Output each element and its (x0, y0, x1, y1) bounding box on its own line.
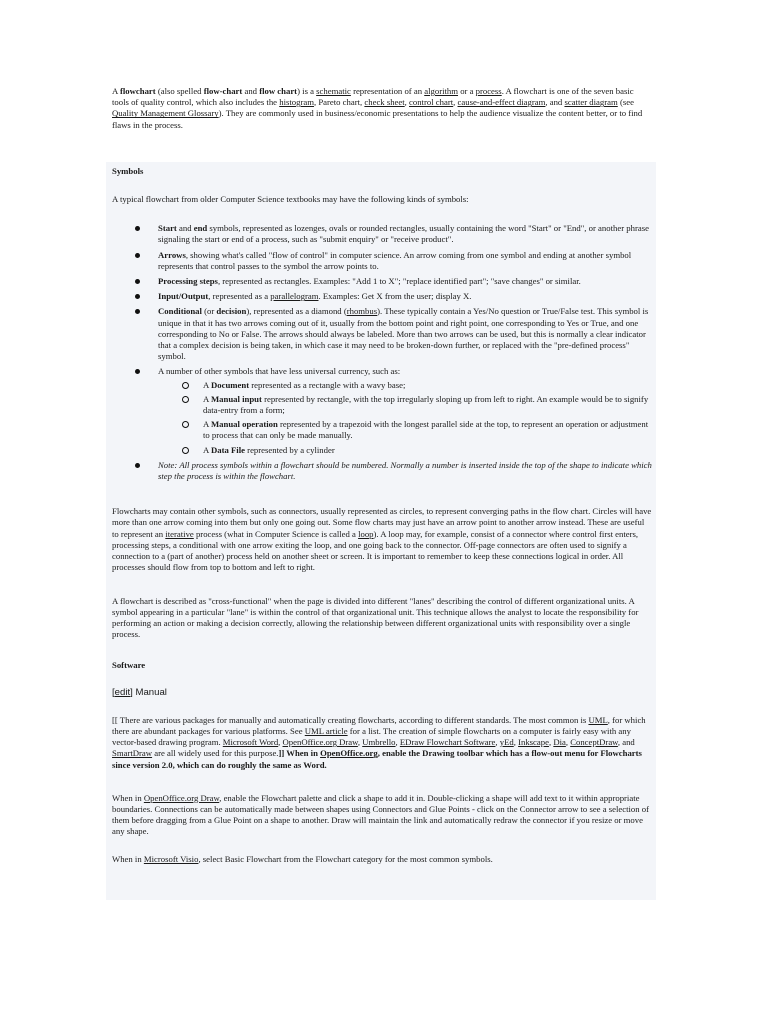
sublist-item-manual-input (158, 394, 652, 416)
term-flowchart: flowchart (119, 86, 156, 96)
other-symbols-sublist (158, 380, 652, 456)
list-item-processing-steps (112, 276, 652, 287)
symbols-heading: Symbols (112, 165, 144, 176)
text: symbols, represented as lozenges, ovals or rounded rectangles, usually containing the word "Start" or "End", or another phrase signaling the start or end of a process, such as "submit enquiry" or "receive product". (158, 223, 649, 245)
text: , (357, 737, 363, 748)
link-openoffice-org-draw[interactable]: OpenOffice.org Draw (143, 792, 220, 803)
link-edraw[interactable]: EDraw Flowchart Software (399, 737, 496, 748)
text: ) is a (297, 86, 317, 96)
link-cause-and-effect-diagram[interactable]: cause-and-effect diagram (457, 97, 546, 108)
text: represented as a rectangle with a wavy base; (249, 379, 406, 390)
text: , (453, 97, 458, 108)
link-uml[interactable]: UML (588, 714, 608, 725)
link-inkscape[interactable]: Inkscape (518, 737, 549, 748)
edit-link[interactable]: edit (114, 686, 131, 698)
openoffice-draw-paragraph (112, 793, 652, 838)
text: , (565, 737, 571, 748)
text: ). They are commonly used in business/economic presentations to help the audience visualize the content better, or to find flaws in the process. (112, 108, 643, 130)
list-item-input-output (112, 291, 652, 302)
link-process[interactable]: process (475, 86, 502, 96)
bold-text: ]] When in (278, 748, 321, 759)
text: or a (458, 86, 476, 96)
link-microsoft-visio[interactable]: Microsoft Visio (143, 853, 199, 864)
text: , (404, 97, 410, 108)
link-check-sheet[interactable]: check sheet (364, 97, 405, 108)
cross-functional-paragraph: A flowchart is described as "cross-functional" when the page is divided into different "lanes" describing the control of different organizational units. A symbol appearing in a particular "lane" is within the control of that organizational unit. This technique allows the analyst to locate the responsibility for performing an action or making a decision correctly, allowing the relationship between different organizational units with responsibility over a single process. (112, 595, 639, 640)
text: and (176, 223, 194, 234)
text: representation of an (350, 86, 425, 96)
link-control-chart[interactable]: control chart (409, 97, 454, 108)
list-item-conditional (112, 306, 652, 362)
link-uml-article[interactable]: UML article (304, 725, 348, 736)
term-arrows: Arrows (158, 249, 186, 260)
link-schematic[interactable]: schematic (316, 86, 351, 96)
text: , (548, 737, 554, 748)
software-packages-paragraph (112, 715, 652, 771)
text: When in (112, 853, 144, 864)
text: . A flowchart is one of the seven basic tools of quality control, which also includes the (112, 86, 634, 108)
text: , represented as rectangles. Examples: "Add 1 to X"; "replace identified part"; "save changes" or similar. (217, 276, 581, 287)
text: [ (112, 686, 115, 698)
term-start: Start (158, 223, 177, 234)
text: and (242, 86, 260, 96)
link-conceptdraw[interactable]: ConceptDraw (570, 737, 618, 748)
text: ). A loop may, for example, consist of a connector where control first enters, processing steps, a conditional with one arrow exiting the loop, and one going back to the connector. Off-page connectors are often used to signify a connection to a (part of another) process held on another sheet or screen. It is important to remember to keep these connections logical in order. All processes should flow from top to bottom and left to right. (112, 528, 639, 573)
text: , select Basic Flowchart from the Flowchart category for the most common symbols. (198, 853, 493, 864)
text: are all widely used for this purpose. (152, 748, 279, 759)
text: ). These typically contain a Yes/No question or True/False test. This symbol is unique in that it has two arrows coming out of it, usually from the bottom point and right point, one corresponding to Yes or True, and one corresponding to No or False. The arrows should always be labeled. More than two arrows can be used, but this is normally a clear indicator that a complex decision is being taken, in which case it may need to be broken-down further, or replaced with the "pre-defined process" symbol. (158, 306, 649, 362)
list-item-note (112, 460, 652, 482)
link-dia[interactable]: Dia (553, 737, 566, 748)
sublist-item-data-file (158, 445, 652, 456)
link-openoffice-draw[interactable]: OpenOffice.org Draw (282, 737, 358, 748)
text: . Examples: Get X from the user; display X. (318, 291, 472, 302)
text: represented by a cylinder (245, 444, 335, 455)
text: represented by rectangle, with the top irregularly sloping up from left to right. An example would be to signify data-entry from a form; (203, 393, 649, 416)
sublist-item-document (158, 380, 652, 391)
text: ), represented as a diamond ( (246, 306, 347, 317)
text: , (495, 737, 500, 748)
text: process (what in Computer Science is called a (193, 528, 359, 539)
term-manual-input: Manual input (210, 393, 262, 404)
list-item-arrows (112, 250, 652, 272)
text: (or (201, 306, 217, 317)
text: , (513, 737, 519, 748)
text: A (112, 86, 120, 96)
text: , and (617, 737, 635, 748)
article-body (112, 86, 652, 865)
link-algorithm[interactable]: algorithm (424, 86, 459, 96)
term-decision: decision (216, 306, 247, 317)
link-yed[interactable]: yEd (499, 737, 514, 748)
intro-paragraph (112, 86, 652, 131)
symbols-list (112, 223, 652, 482)
term-manual-operation: Manual operation (210, 419, 278, 430)
term-data-file: Data File (210, 444, 245, 455)
text: A (203, 393, 211, 404)
term-input-output: Input/Output (158, 291, 209, 302)
link-parallelogram[interactable]: parallelogram (270, 291, 319, 302)
text: represented by a trapezoid with the longest parallel side at the top, to represent an operation or adjustment to process that can only be made manually. (203, 419, 649, 441)
text: , and (545, 97, 565, 108)
link-openoffice-org[interactable]: OpenOffice.org (320, 748, 378, 759)
text: A (203, 379, 211, 390)
text: , enable the Flowchart palette and click a shape to add it in. Double-clicking a shape will add text to it within appropriate boundaries. Connections can be automatically made between shapes using Connectors and Glue Points - click on the Connector arrow to see a selection of them before dragging from a Glue Point on a shape to another. Draw will maintain the link and automatically redraw the connector if you resize or move any shape. (112, 792, 650, 837)
term-flow-chart-hyphen: flow-chart (203, 86, 243, 96)
term-conditional: Conditional (158, 306, 202, 317)
list-item-start-end (112, 223, 652, 245)
text: ] Manual (130, 686, 167, 698)
note-text: Note: All process symbols within a flowchart should be numbered. Normally a number is inserted inside the top of the shape to indicate which step the process is within the flowchart. (158, 459, 652, 482)
text: A number of other symbols that have less universal currency, such as: (158, 366, 401, 377)
text: [[ There are various packages for manually and automatically creating flowcharts, according to different standards. The most common is (112, 714, 589, 725)
link-smartdraw[interactable]: SmartDraw (112, 748, 153, 759)
text: When in (112, 792, 144, 803)
text: for a list. The creation of simple flowcharts on a computer is fairly easy with any vector-based drawing program. (112, 725, 631, 748)
text: , Pareto chart, (313, 97, 365, 108)
text: A (203, 444, 211, 455)
link-umbrello[interactable]: Umbrello (362, 737, 396, 748)
link-scatter-diagram[interactable]: scatter diagram (564, 97, 618, 108)
sublist-item-manual-operation (158, 419, 652, 441)
edit-manual-line (112, 687, 652, 698)
bold-text: , enable the Drawing toolbar which has a flow-out menu for Flowcharts since version 2.0, which can do roughly the same as Word. (112, 748, 642, 770)
text: , represented as a (208, 291, 271, 302)
text: (also spelled (155, 86, 204, 96)
visio-paragraph (112, 854, 652, 865)
link-histogram[interactable]: histogram (279, 97, 314, 108)
link-microsoft-word[interactable]: Microsoft Word (222, 737, 279, 748)
link-rhombus[interactable]: rhombus (346, 306, 378, 317)
symbols-lead: A typical flowchart from older Computer Science textbooks may have the following kinds of symbols: (112, 194, 469, 205)
text: A (203, 419, 211, 430)
text: , (278, 737, 283, 748)
list-item-other-symbols (112, 366, 652, 455)
term-processing-steps: Processing steps (158, 276, 218, 287)
term-flow-chart: flow chart (259, 86, 298, 96)
text: (see (617, 97, 634, 108)
term-end: end (193, 223, 208, 234)
text: , showing what's called "flow of control" in computer science. An arrow coming from one symbol and ending at another symbol represents that control passes to the symbol the arrow points to. (158, 249, 632, 271)
text: , for which there are abundant packages for various platforms. See (112, 714, 646, 736)
text: , (395, 737, 400, 748)
software-heading: Software (112, 660, 146, 671)
connectors-paragraph (112, 506, 652, 573)
link-quality-management-glossary[interactable]: Quality Management Glossary (112, 108, 219, 119)
text: Flowcharts may contain other symbols, such as connectors, usually represented as circles, to represent converging paths in the flow chart. Circles will have more than one arrow coming into them but only one going out. Some flow charts may just have an arrow point to another arrow instead. These are useful to represent an (112, 506, 652, 539)
link-loop[interactable]: loop (358, 528, 374, 539)
term-document: Document (210, 379, 250, 390)
link-iterative[interactable]: iterative (165, 528, 194, 539)
